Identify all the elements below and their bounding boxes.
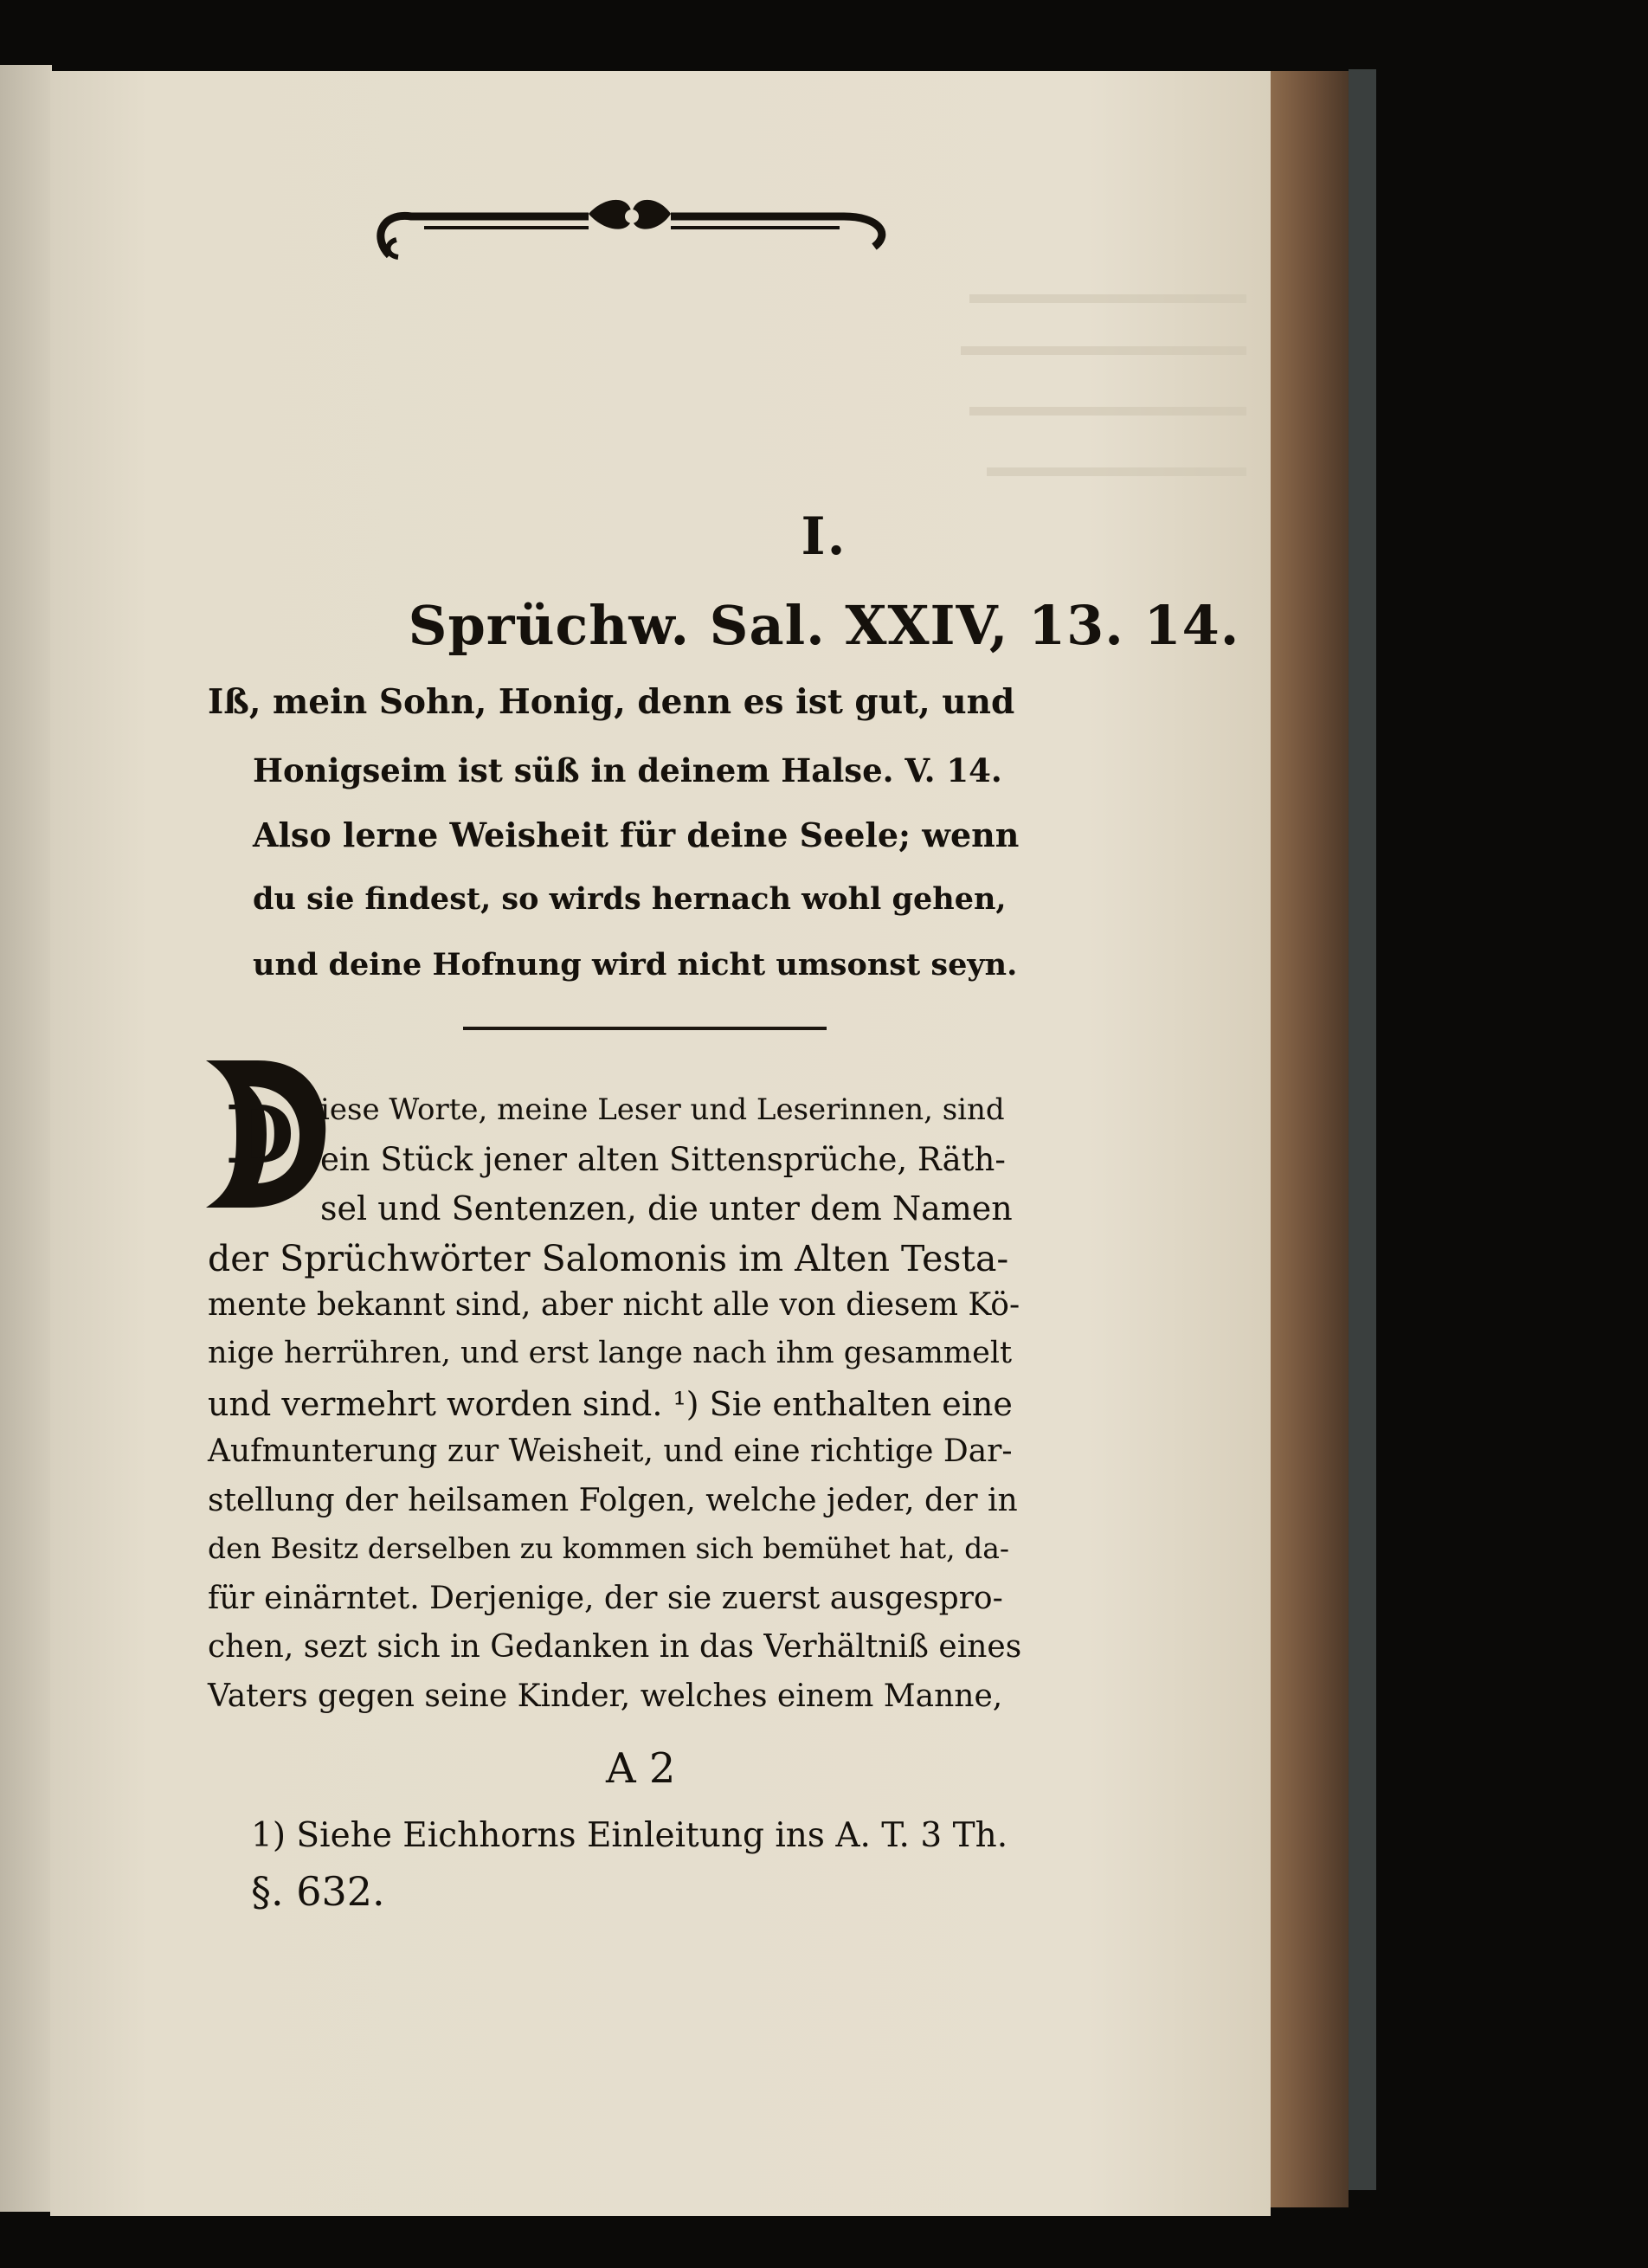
motto-line: Iß, mein Sohn, Honig, denn es ist gut, und: [208, 682, 1015, 722]
drop-cap-letter: D: [225, 1088, 294, 1182]
motto-line: und deine Hofnung wird nicht umsonst seyn.: [253, 947, 1018, 983]
body-line: sel und Sentenzen, die unter dem Namen: [320, 1189, 1013, 1227]
body-line: Vaters gegen seine Kinder, welches einem Manne,: [208, 1678, 1003, 1714]
body-line: iese Worte, meine Leser und Leserinnen, sind: [320, 1092, 1005, 1127]
fore-edge: [1271, 71, 1349, 2207]
section-divider: [463, 1027, 827, 1030]
signature-mark: A 2: [606, 1744, 676, 1793]
body-line: chen, sezt sich in Gedanken in das Verhältniß eines: [208, 1629, 1022, 1665]
motto-line: Also lerne Weisheit für deine Seele; wenn: [253, 815, 1020, 854]
body-line: nige herrühren, und erst lange nach ihm gesammelt: [208, 1336, 1013, 1370]
motto-line: du sie findest, so wirds hernach wohl gehen,: [253, 881, 1007, 917]
body-line: ein Stück jener alten Sittensprüche, Räth-: [320, 1141, 1006, 1178]
scripture-reference: Sprüchw. Sal. XXIV, 13. 14.: [408, 594, 1240, 657]
body-line: stellung der heilsamen Folgen, welche jeder, der in: [208, 1483, 1018, 1518]
motto-line: Honigseim ist süß in deinem Halse. V. 14.: [253, 751, 1002, 789]
body-line: und vermehrt worden sind. ¹) Sie enthalten eine: [208, 1385, 1013, 1423]
body-line: Aufmunterung zur Weisheit, und eine richtige Dar-: [208, 1434, 1013, 1469]
footnote-line: §. 632.: [251, 1868, 385, 1915]
body-line: für einärntet. Derjenige, der sie zuerst ausgespro-: [208, 1581, 1003, 1616]
body-line: der Sprüchwörter Salomonis im Alten Testa-: [208, 1238, 1009, 1279]
chapter-number: I.: [801, 506, 847, 567]
body-line: den Besitz derselben zu kommen sich bemühet hat, da-: [208, 1531, 1010, 1565]
drop-cap: [197, 1052, 327, 1216]
footnote-line: 1) Siehe Eichhorns Einleitung ins A. T. 3 Th.: [251, 1816, 1008, 1855]
body-line: mente bekannt sind, aber nicht alle von diesem Kö-: [208, 1287, 1020, 1323]
left-page-edge: [0, 65, 52, 2212]
scroll-headpiece-ornament-icon: [372, 195, 892, 268]
